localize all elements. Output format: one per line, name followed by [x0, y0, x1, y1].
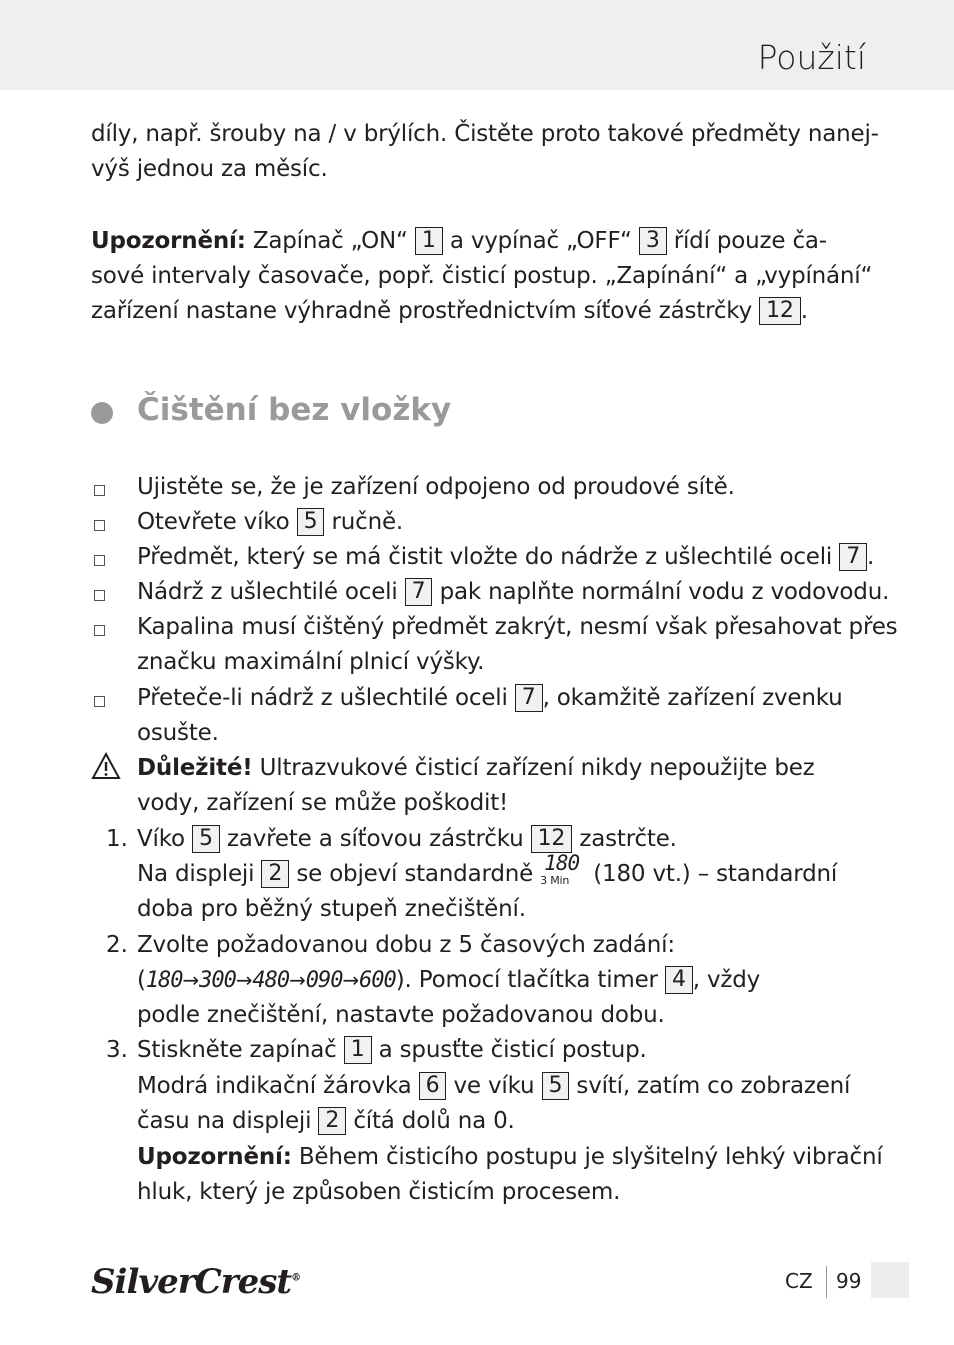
- display-value: 180: [544, 851, 580, 875]
- brand-logo: SilverCrest®: [91, 1262, 301, 1302]
- section-title: Čištění bez vložky: [137, 392, 452, 428]
- list-item-cont: osušte.: [137, 720, 219, 746]
- note-label: Upozornění:: [137, 1144, 292, 1170]
- intro-line-2: výš jednou za měsíc.: [91, 156, 328, 182]
- section-bullet-icon: [91, 402, 113, 424]
- step-1-line-2: [137, 851, 838, 892]
- step-3-line-3: [137, 1104, 515, 1139]
- note-text: a vypínač „OFF“: [442, 228, 639, 254]
- ref-box: 5: [542, 1072, 570, 1100]
- note-text: Zapínač „ON“: [245, 228, 415, 254]
- step-number: 3.: [106, 1037, 128, 1063]
- step-2-line-3: podle znečištění, nastavte požadovanou dobu.: [137, 1002, 665, 1028]
- ref-box: 7: [405, 578, 433, 606]
- step-text: se objeví standardně: [289, 861, 541, 887]
- ref-box: 2: [261, 860, 289, 888]
- time-option: 300: [199, 968, 236, 993]
- step-text: Během čisticího postupu je slyšitelný lehký vibrační: [291, 1144, 883, 1170]
- note-text: řídí pouze ča-: [666, 228, 827, 254]
- step-text: ve víku: [446, 1073, 542, 1099]
- list-item: Kapalina musí čištěný předmět zakrýt, nesmí však přesahovat přes: [137, 614, 898, 640]
- list-text: .: [867, 544, 875, 570]
- step-3-line-1: [137, 1033, 647, 1068]
- ref-box: 5: [192, 825, 220, 853]
- footer-tab: [871, 1262, 909, 1298]
- time-option: 180: [145, 968, 183, 993]
- time-option: 600: [359, 968, 396, 993]
- arrow-right-icon: →: [342, 968, 360, 992]
- step-text: Modrá indikační žárovka: [137, 1073, 419, 1099]
- note-label: Upozornění:: [91, 228, 246, 254]
- ref-box: 5: [297, 508, 325, 536]
- step-3-note-line-1: [137, 1140, 883, 1175]
- step-2-line-2: (180→300→480→090→600). Pomocí tlačítka timer 4 , vždy: [137, 967, 761, 993]
- ref-box: 12: [531, 825, 573, 853]
- list-text: Nádrž z ušlechtilé oceli: [137, 579, 405, 605]
- checkbox-icon: [94, 555, 105, 566]
- note-text: .: [800, 298, 808, 324]
- brand-text: SilverCrest: [91, 1262, 292, 1302]
- step-text: , vždy: [692, 967, 761, 993]
- note-text: zařízení nastane výhradně prostřednictvím síťové zástrčky: [91, 298, 760, 324]
- step-text: (180 vt.) – standardní: [586, 861, 838, 887]
- footer-divider: [826, 1266, 827, 1298]
- step-text: času na displeji: [137, 1108, 319, 1134]
- list-text: pak naplňte normální vodu z vodovodu.: [432, 579, 890, 605]
- list-item: [137, 681, 843, 716]
- step-3-line-2: [137, 1069, 850, 1104]
- page-header: [0, 0, 954, 90]
- arrow-right-icon: →: [235, 968, 253, 992]
- step-number: 2.: [106, 932, 128, 958]
- page-number: 99: [836, 1269, 862, 1293]
- note-line-3: [91, 294, 808, 329]
- step-text: a spusťte čisticí postup.: [371, 1037, 647, 1063]
- list-item: [137, 505, 403, 540]
- list-text: , okamžitě zařízení zvenku: [542, 685, 843, 711]
- step-text: Na displeji: [137, 861, 262, 887]
- ref-box: 2: [318, 1107, 346, 1135]
- ref-box: 1: [415, 227, 443, 255]
- step-text: svítí, zatím co zobrazení: [569, 1073, 851, 1099]
- time-option: 090: [305, 968, 343, 993]
- step-2-line-1: Zvolte požadovanou dobu z 5 časových zadání:: [137, 932, 675, 958]
- step-text: čítá dolů na 0.: [346, 1108, 515, 1134]
- list-item: [137, 575, 889, 610]
- step-text: ). Pomocí tlačítka timer: [395, 967, 665, 993]
- list-item: Ujistěte se, že je zařízení odpojeno od proudové sítě.: [137, 474, 735, 500]
- checkbox-icon: [94, 696, 105, 707]
- step-1-line-3: doba pro běžný stupeň znečištění.: [137, 896, 526, 922]
- page-title: Použití: [757, 38, 866, 77]
- note-line-1: [91, 224, 827, 259]
- checkbox-icon: [94, 520, 105, 531]
- warning-text: Ultrazvukové čisticí zařízení nikdy nepoužijte bez: [252, 755, 815, 781]
- list-item: [137, 540, 874, 575]
- list-text: Přeteče-li nádrž z ušlechtilé oceli: [137, 685, 515, 711]
- warning-line-2: vody, zařízení se může poškodit!: [137, 790, 509, 816]
- step-3-note-line-2: hluk, který je způsoben čisticím procesem.: [137, 1179, 621, 1205]
- ref-box: 7: [839, 543, 867, 571]
- intro-line-1: díly, např. šrouby na / v brýlích. Čistěte proto takové předměty nanej-: [91, 121, 879, 147]
- checkbox-icon: [94, 625, 105, 636]
- display-readout: [540, 851, 586, 887]
- footer-language: CZ: [785, 1269, 813, 1293]
- ref-box: 12: [759, 297, 801, 325]
- warning-icon: [91, 752, 121, 780]
- step-number: 1.: [106, 826, 128, 852]
- ref-box: 3: [639, 227, 667, 255]
- time-option: 480: [252, 968, 290, 993]
- ref-box: 6: [419, 1072, 447, 1100]
- step-text: Víko: [137, 826, 193, 852]
- ref-box: 4: [665, 966, 693, 994]
- arrow-right-icon: →: [289, 968, 306, 992]
- display-unit: 3 Min: [540, 874, 570, 887]
- step-text: Stiskněte zapínač: [137, 1037, 344, 1063]
- ref-box: 1: [344, 1036, 372, 1064]
- checkbox-icon: [94, 590, 105, 601]
- step-text: zavřete a síťovou zástrčku: [219, 826, 531, 852]
- note-line-2: sové intervaly časovače, popř. čisticí postup. „Zapínání“ a „vypínání“: [91, 263, 873, 289]
- arrow-right-icon: →: [182, 968, 200, 992]
- warning-line-1: [137, 751, 815, 786]
- step-text: zastrčte.: [572, 826, 677, 852]
- list-text: Otevřete víko: [137, 509, 297, 535]
- list-item-cont: značku maximální plnicí výšky.: [137, 649, 485, 675]
- list-text: ručně.: [324, 509, 404, 535]
- step-1-line-1: [137, 822, 677, 857]
- list-text: Předmět, který se má čistit vložte do nádrže z ušlechtilé oceli: [137, 544, 840, 570]
- ref-box: 7: [515, 684, 543, 712]
- warning-label: Důležité!: [137, 755, 253, 781]
- checkbox-icon: [94, 485, 105, 496]
